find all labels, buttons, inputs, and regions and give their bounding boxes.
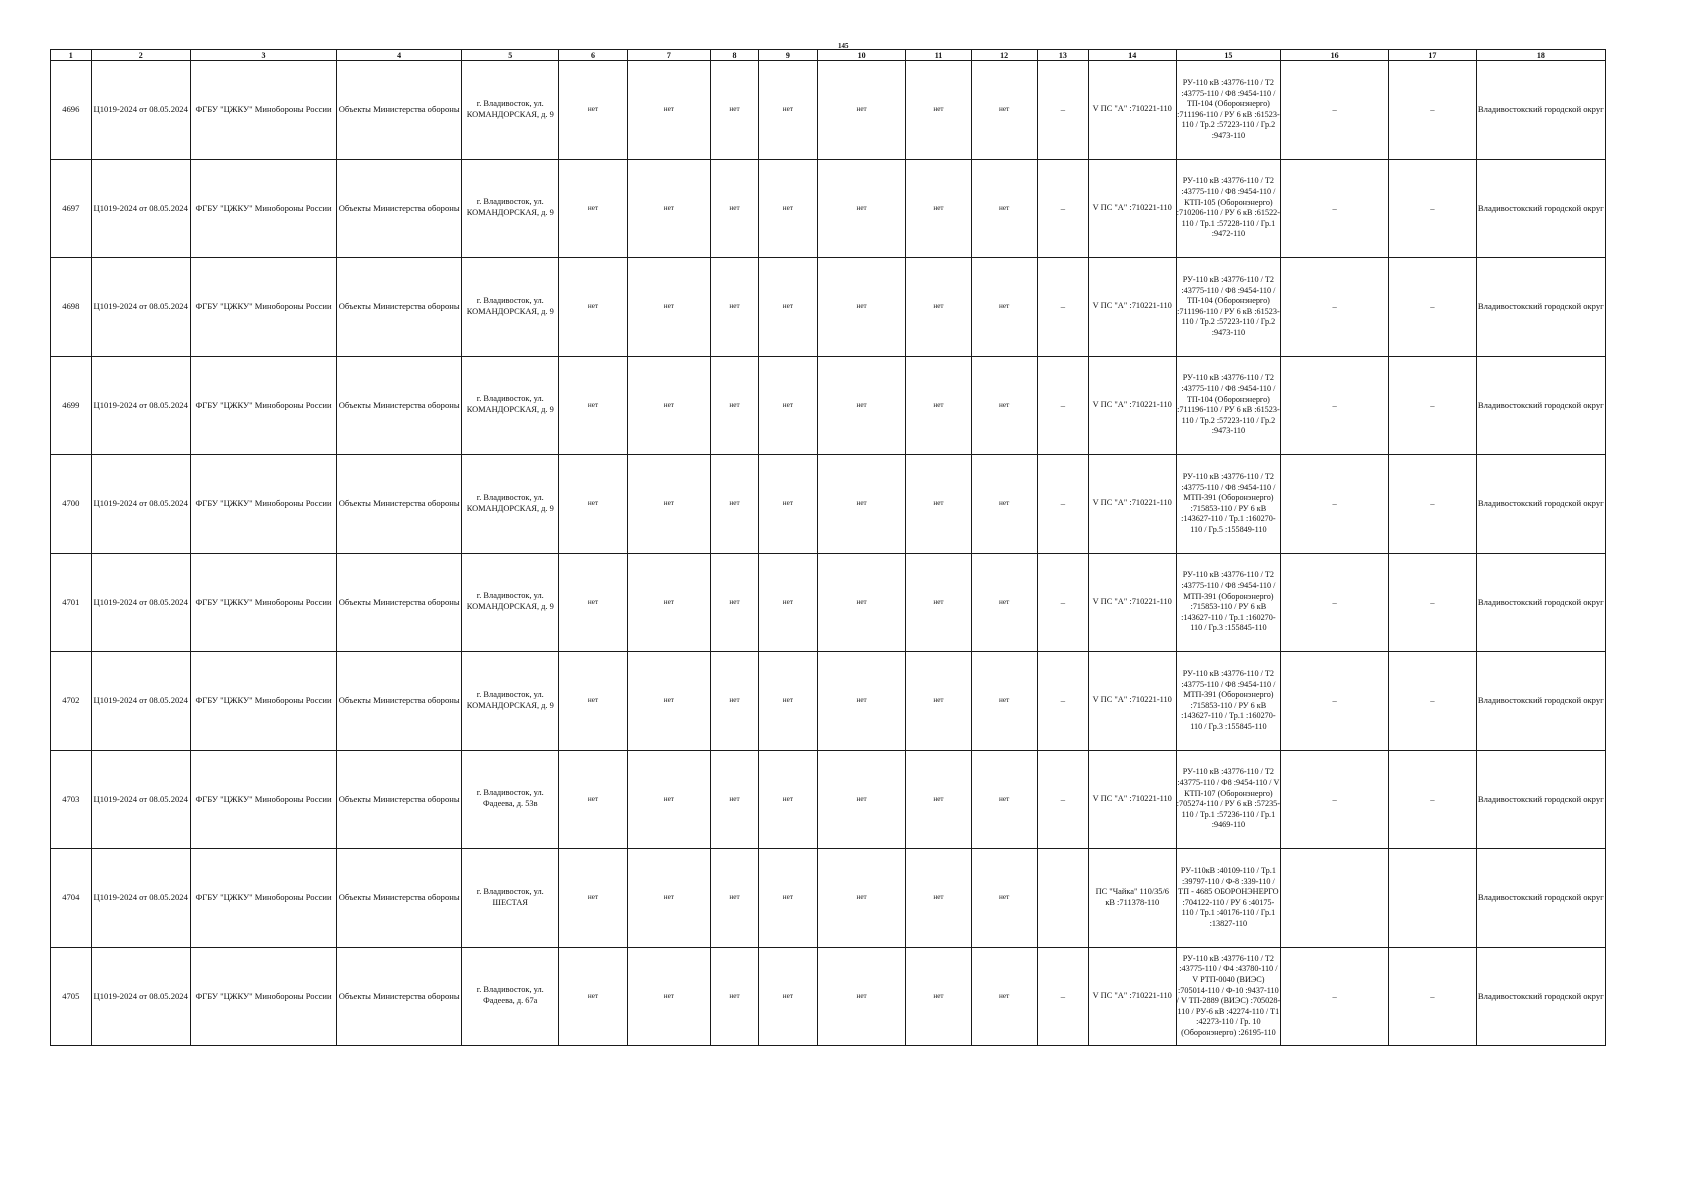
object-type: Объекты Министерства обороны: [337, 61, 462, 160]
col-10: нет: [817, 750, 906, 849]
column-header: 17: [1389, 50, 1477, 61]
col-6: нет: [559, 61, 627, 160]
request-number: Ц1019-2024 от 08.05.2024: [91, 258, 190, 357]
col-12: нет: [971, 750, 1037, 849]
col-12: нет: [971, 849, 1037, 948]
object-type: Объекты Министерства обороны: [337, 849, 462, 948]
col-10: нет: [817, 159, 906, 258]
address: г. Владивосток, ул. Фадеева, д. 67а: [462, 947, 559, 1046]
supply-substation: V ПС "А" :710221-110: [1089, 750, 1177, 849]
object-type: Объекты Министерства обороны: [337, 258, 462, 357]
col-13: –: [1037, 750, 1088, 849]
municipality: Владивостокский городской округ: [1476, 750, 1605, 849]
col-6: нет: [559, 356, 627, 455]
col-9: нет: [759, 553, 818, 652]
col-9: нет: [759, 652, 818, 751]
col-12: нет: [971, 159, 1037, 258]
municipality: Владивостокский городской округ: [1476, 159, 1605, 258]
municipality: Владивостокский городской округ: [1476, 258, 1605, 357]
municipality: Владивостокский городской округ: [1476, 455, 1605, 554]
column-header: 4: [337, 50, 462, 61]
object-type: Объекты Министерства обороны: [337, 553, 462, 652]
row-number: 4698: [51, 258, 92, 357]
col-6: нет: [559, 159, 627, 258]
object-type: Объекты Министерства обороны: [337, 947, 462, 1046]
column-header: 9: [759, 50, 818, 61]
col-17: [1389, 849, 1477, 948]
col-17: –: [1389, 553, 1477, 652]
column-header: 13: [1037, 50, 1088, 61]
table-row: [51, 159, 1606, 258]
supply-substation: V ПС "А" :710221-110: [1089, 455, 1177, 554]
col-16: –: [1281, 652, 1389, 751]
address: г. Владивосток, ул. КОМАНДОРСКАЯ, д. 9: [462, 159, 559, 258]
request-number: Ц1019-2024 от 08.05.2024: [91, 455, 190, 554]
col-12: нет: [971, 947, 1037, 1046]
applicant: ФГБУ "ЦЖКУ" Минобороны России: [190, 61, 336, 160]
row-number: 4696: [51, 61, 92, 160]
row-number: 4697: [51, 159, 92, 258]
column-header: 3: [190, 50, 336, 61]
connection-path: РУ-110 кВ :43776-110 / Т2 :43775-110 / Ф4 :43780-110 / V РТП-0040 (ВИЭС) :705014-110 / Ф-10 :9437-110 / V ТП-2889 (ВИЭС) :705028-110 / РУ-6 кВ :42274-110 / Т1 :42273-110 / Гр. 10 (Оборонэнерго) :26195-110: [1176, 947, 1281, 1046]
col-9: нет: [759, 947, 818, 1046]
col-6: нет: [559, 455, 627, 554]
col-6: нет: [559, 750, 627, 849]
col-7: нет: [627, 159, 710, 258]
row-number: 4701: [51, 553, 92, 652]
col-17: –: [1389, 61, 1477, 160]
col-8: нет: [710, 455, 758, 554]
column-header: 5: [462, 50, 559, 61]
table-row: [51, 849, 1606, 948]
col-7: нет: [627, 849, 710, 948]
col-11: нет: [906, 652, 971, 751]
table-row: [51, 553, 1606, 652]
column-header: 11: [906, 50, 971, 61]
col-6: нет: [559, 849, 627, 948]
address: г. Владивосток, ул. ШЕСТАЯ: [462, 849, 559, 948]
table-row: [51, 750, 1606, 849]
column-header: 10: [817, 50, 906, 61]
connection-path: РУ-110 кВ :43776-110 / Т2 :43775-110 / Ф8 :9454-110 / КТП-105 (Оборонэнерго) :710206-110 / РУ 6 кВ :61522-110 / Тр.1 :57228-110 / Гр.1 :9472-110: [1176, 159, 1281, 258]
col-12: нет: [971, 455, 1037, 554]
request-number: Ц1019-2024 от 08.05.2024: [91, 159, 190, 258]
connection-path: РУ-110 кВ :43776-110 / Т2 :43775-110 / Ф8 :9454-110 / МТП-391 (Оборонэнерго) :715853-110 / РУ 6 кВ :143627-110 / Тр.1 :160270-110 / Гр.3 :155845-110: [1176, 652, 1281, 751]
address: г. Владивосток, ул. КОМАНДОРСКАЯ, д. 9: [462, 258, 559, 357]
col-9: нет: [759, 455, 818, 554]
address: г. Владивосток, ул. КОМАНДОРСКАЯ, д. 9: [462, 652, 559, 751]
request-number: Ц1019-2024 от 08.05.2024: [91, 750, 190, 849]
page-number: 145: [838, 42, 849, 50]
col-17: –: [1389, 258, 1477, 357]
column-header: 18: [1476, 50, 1605, 61]
request-number: Ц1019-2024 от 08.05.2024: [91, 356, 190, 455]
row-number: 4702: [51, 652, 92, 751]
col-9: нет: [759, 356, 818, 455]
col-6: нет: [559, 553, 627, 652]
col-16: –: [1281, 159, 1389, 258]
col-16: –: [1281, 356, 1389, 455]
table-row: [51, 258, 1606, 357]
request-number: Ц1019-2024 от 08.05.2024: [91, 553, 190, 652]
municipality: Владивостокский городской округ: [1476, 61, 1605, 160]
row-number: 4703: [51, 750, 92, 849]
column-header: 12: [971, 50, 1037, 61]
col-13: –: [1037, 356, 1088, 455]
table-row: [51, 61, 1606, 160]
row-number: 4700: [51, 455, 92, 554]
col-7: нет: [627, 947, 710, 1046]
col-10: нет: [817, 258, 906, 357]
col-12: нет: [971, 553, 1037, 652]
object-type: Объекты Министерства обороны: [337, 455, 462, 554]
col-8: нет: [710, 553, 758, 652]
col-17: –: [1389, 356, 1477, 455]
col-12: нет: [971, 61, 1037, 160]
col-6: нет: [559, 258, 627, 357]
col-17: –: [1389, 750, 1477, 849]
table-row: [51, 455, 1606, 554]
col-6: нет: [559, 652, 627, 751]
connection-path: РУ-110кВ :40109-110 / Тр.1 :39797-110 / Ф-8 :339-110 / ТП - 4685 ОБОРОНЭНЕРГО :704122-110 / РУ 6 :40175-110 / Тр.1 :40176-110 / Гр.1 :13827-110: [1176, 849, 1281, 948]
col-7: нет: [627, 356, 710, 455]
address: г. Владивосток, ул. КОМАНДОРСКАЯ, д. 9: [462, 455, 559, 554]
applicant: ФГБУ "ЦЖКУ" Минобороны России: [190, 849, 336, 948]
supply-substation: V ПС "А" :710221-110: [1089, 947, 1177, 1046]
table-row: [51, 356, 1606, 455]
col-17: –: [1389, 455, 1477, 554]
col-10: нет: [817, 356, 906, 455]
col-10: нет: [817, 849, 906, 948]
municipality: Владивостокский городской округ: [1476, 849, 1605, 948]
connection-path: РУ-110 кВ :43776-110 / Т2 :43775-110 / Ф8 :9454-110 / ТП-104 (Оборонэнерго) :711196-110 / РУ 6 кВ :61523-110 / Тр.2 :57223-110 / Гр.2 :9473-110: [1176, 356, 1281, 455]
column-header: 1: [51, 50, 92, 61]
connection-path: РУ-110 кВ :43776-110 / Т2 :43775-110 / Ф8 :9454-110 / МТП-391 (Оборонэнерго) :715853-110 / РУ 6 кВ :143627-110 / Тр.1 :160270-110 / Гр.5 :155849-110: [1176, 455, 1281, 554]
connection-path: РУ-110 кВ :43776-110 / Т2 :43775-110 / Ф8 :9454-110 / МТП-391 (Оборонэнерго) :715853-110 / РУ 6 кВ :143627-110 / Тр.1 :160270-110 / Гр.3 :155845-110: [1176, 553, 1281, 652]
table-row: [51, 652, 1606, 751]
col-7: нет: [627, 652, 710, 751]
col-13: –: [1037, 61, 1088, 160]
supply-substation: ПС "Чайка" 110/35/6 кВ :711378-110: [1089, 849, 1177, 948]
register-table: [50, 49, 1606, 1046]
col-8: нет: [710, 947, 758, 1046]
col-7: нет: [627, 258, 710, 357]
col-8: нет: [710, 159, 758, 258]
supply-substation: V ПС "А" :710221-110: [1089, 61, 1177, 160]
col-16: –: [1281, 947, 1389, 1046]
col-8: нет: [710, 258, 758, 357]
col-13: –: [1037, 947, 1088, 1046]
object-type: Объекты Министерства обороны: [337, 356, 462, 455]
applicant: ФГБУ "ЦЖКУ" Минобороны России: [190, 159, 336, 258]
col-11: нет: [906, 159, 971, 258]
col-7: нет: [627, 750, 710, 849]
col-11: нет: [906, 947, 971, 1046]
col-9: нет: [759, 849, 818, 948]
supply-substation: V ПС "А" :710221-110: [1089, 159, 1177, 258]
applicant: ФГБУ "ЦЖКУ" Минобороны России: [190, 258, 336, 357]
address: г. Владивосток, ул. КОМАНДОРСКАЯ, д. 9: [462, 61, 559, 160]
col-11: нет: [906, 258, 971, 357]
col-11: нет: [906, 61, 971, 160]
supply-substation: V ПС "А" :710221-110: [1089, 553, 1177, 652]
table-row: [51, 947, 1606, 1046]
connection-path: РУ-110 кВ :43776-110 / Т2 :43775-110 / Ф8 :9454-110 / ТП-104 (Оборонэнерго) :711196-110 / РУ 6 кВ :61523-110 / Тр.2 :57223-110 / Гр.2 :9473-110: [1176, 61, 1281, 160]
address: г. Владивосток, ул. КОМАНДОРСКАЯ, д. 9: [462, 553, 559, 652]
request-number: Ц1019-2024 от 08.05.2024: [91, 61, 190, 160]
address: г. Владивосток, ул. Фадеева, д. 53в: [462, 750, 559, 849]
supply-substation: V ПС "А" :710221-110: [1089, 356, 1177, 455]
col-10: нет: [817, 553, 906, 652]
column-header: 2: [91, 50, 190, 61]
applicant: ФГБУ "ЦЖКУ" Минобороны России: [190, 553, 336, 652]
col-6: нет: [559, 947, 627, 1046]
column-header: 8: [710, 50, 758, 61]
col-10: нет: [817, 652, 906, 751]
col-10: нет: [817, 947, 906, 1046]
col-11: нет: [906, 356, 971, 455]
col-7: нет: [627, 553, 710, 652]
municipality: Владивостокский городской округ: [1476, 947, 1605, 1046]
applicant: ФГБУ "ЦЖКУ" Минобороны России: [190, 652, 336, 751]
col-10: нет: [817, 61, 906, 160]
col-8: нет: [710, 652, 758, 751]
col-11: нет: [906, 849, 971, 948]
col-12: нет: [971, 258, 1037, 357]
applicant: ФГБУ "ЦЖКУ" Минобороны России: [190, 356, 336, 455]
applicant: ФГБУ "ЦЖКУ" Минобороны России: [190, 750, 336, 849]
col-16: –: [1281, 258, 1389, 357]
request-number: Ц1019-2024 от 08.05.2024: [91, 849, 190, 948]
object-type: Объекты Министерства обороны: [337, 159, 462, 258]
municipality: Владивостокский городской округ: [1476, 356, 1605, 455]
col-8: нет: [710, 61, 758, 160]
col-9: нет: [759, 159, 818, 258]
address: г. Владивосток, ул. КОМАНДОРСКАЯ, д. 9: [462, 356, 559, 455]
col-16: [1281, 849, 1389, 948]
col-11: нет: [906, 553, 971, 652]
col-17: –: [1389, 652, 1477, 751]
col-9: нет: [759, 61, 818, 160]
col-7: нет: [627, 455, 710, 554]
col-12: нет: [971, 356, 1037, 455]
supply-substation: V ПС "А" :710221-110: [1089, 258, 1177, 357]
col-16: –: [1281, 61, 1389, 160]
request-number: Ц1019-2024 от 08.05.2024: [91, 652, 190, 751]
column-header: 6: [559, 50, 627, 61]
column-header: 14: [1089, 50, 1177, 61]
col-16: –: [1281, 553, 1389, 652]
col-11: нет: [906, 750, 971, 849]
column-header: 16: [1281, 50, 1389, 61]
request-number: Ц1019-2024 от 08.05.2024: [91, 947, 190, 1046]
col-10: нет: [817, 455, 906, 554]
col-8: нет: [710, 849, 758, 948]
col-13: –: [1037, 258, 1088, 357]
col-8: нет: [710, 750, 758, 849]
column-header: 15: [1176, 50, 1281, 61]
col-7: нет: [627, 61, 710, 160]
applicant: ФГБУ "ЦЖКУ" Минобороны России: [190, 455, 336, 554]
col-12: нет: [971, 652, 1037, 751]
col-17: –: [1389, 947, 1477, 1046]
row-number: 4699: [51, 356, 92, 455]
row-number: 4704: [51, 849, 92, 948]
col-9: нет: [759, 750, 818, 849]
col-13: –: [1037, 652, 1088, 751]
connection-path: РУ-110 кВ :43776-110 / Т2 :43775-110 / Ф8 :9454-110 / V КТП-107 (Оборонэнерго) :705274-110 / РУ 6 кВ :57235-110 / Тр.1 :57236-110 / Гр.1 :9469-110: [1176, 750, 1281, 849]
col-13: –: [1037, 159, 1088, 258]
column-header: 7: [627, 50, 710, 61]
supply-substation: V ПС "А" :710221-110: [1089, 652, 1177, 751]
col-13: [1037, 849, 1088, 948]
connection-path: РУ-110 кВ :43776-110 / Т2 :43775-110 / Ф8 :9454-110 / ТП-104 (Оборонэнерго) :711196-110 / РУ 6 кВ :61523-110 / Тр.2 :57223-110 / Гр.2 :9473-110: [1176, 258, 1281, 357]
object-type: Объекты Министерства обороны: [337, 750, 462, 849]
row-number: 4705: [51, 947, 92, 1046]
col-16: –: [1281, 455, 1389, 554]
col-8: нет: [710, 356, 758, 455]
col-16: –: [1281, 750, 1389, 849]
municipality: Владивостокский городской округ: [1476, 553, 1605, 652]
applicant: ФГБУ "ЦЖКУ" Минобороны России: [190, 947, 336, 1046]
header-row: [51, 50, 1606, 61]
municipality: Владивостокский городской округ: [1476, 652, 1605, 751]
col-13: –: [1037, 553, 1088, 652]
table-body: [51, 61, 1606, 1046]
col-9: нет: [759, 258, 818, 357]
col-13: –: [1037, 455, 1088, 554]
col-11: нет: [906, 455, 971, 554]
col-17: –: [1389, 159, 1477, 258]
object-type: Объекты Министерства обороны: [337, 652, 462, 751]
